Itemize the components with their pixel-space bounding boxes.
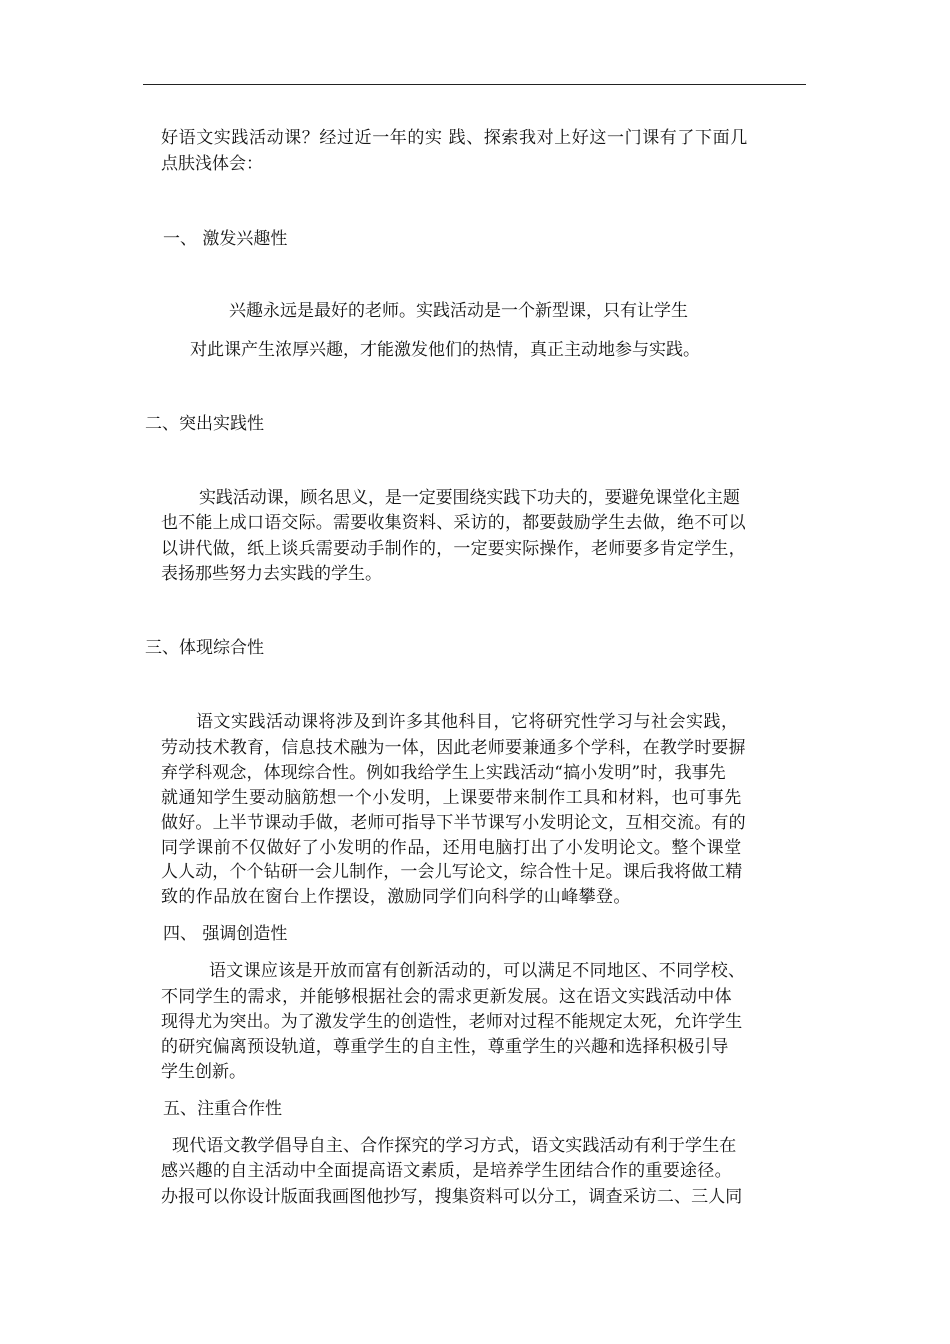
section-3-line-7: 人人动，个个钻研一会儿制作，一会儿写论文，综合性十足。课后我将做工精 <box>161 862 743 882</box>
section-3-line-4: 就通知学生要动脑筋想一个小发明，上课要带来制作工具和材料，也可事先 <box>161 788 742 808</box>
section-4-line-5: 学生创新。 <box>161 1062 246 1082</box>
section-2-line-1: 实践活动课，顾名思义，是一定要围绕实践下功夫的，要避免课堂化主题 <box>199 488 740 508</box>
section-5-line-3: 办报可以你设计版面我画图他抄写，搜集资料可以分工，调查采访二、三人同 <box>161 1187 743 1207</box>
section-heading-4: 四、 强调创造性 <box>163 924 288 944</box>
section-4-line-3: 现得尤为突出。为了激发学生的创造性，老师对过程不能规定太死，允许学生 <box>161 1012 743 1032</box>
section-1-line-2: 对此课产生浓厚兴趣，才能激发他们的热情，真正主动地参与实践。 <box>190 340 700 360</box>
header-rule <box>143 84 806 85</box>
section-5-line-1: 现代语文教学倡导自主、合作探究的学习方式，语文实践活动有利于学生在 <box>172 1136 737 1156</box>
section-3-line-5: 做好。上半节课动手做，老师可指导下半节课写小发明论文，互相交流。有的 <box>161 813 746 833</box>
section-heading-2: 二、突出实践性 <box>145 414 264 434</box>
intro-line-1: 好语文实践活动课？经过近一年的实 践、探索我对上好这一门课有了下面几 <box>161 128 748 148</box>
section-3-line-8: 致的作品放在窗台上作摆设，激励同学们向科学的山峰攀登。 <box>161 887 631 907</box>
section-heading-5: 五、注重合作性 <box>163 1099 282 1119</box>
section-heading-3: 三、体现综合性 <box>145 638 264 658</box>
section-4-line-2: 不同学生的需求，并能够根据社会的需求更新发展。这在语文实践活动中体 <box>161 987 732 1007</box>
section-4-line-1: 语文课应该是开放而富有创新活动的，可以满足不同地区、不同学校、 <box>209 961 746 981</box>
section-5-line-2: 感兴趣的自主活动中全面提高语文素质，是培养学生团结合作的重要途径。 <box>161 1161 732 1181</box>
section-3-line-3: 弃学科观念，体现综合性。例如我给学生上实践活动“搞小发明”时，我事先 <box>161 763 726 783</box>
section-3-line-6: 同学课前不仅做好了小发明的作品，还用电脑打出了小发明论文。整个课堂 <box>161 838 742 858</box>
intro-line-2: 点肤浅体会： <box>161 154 263 174</box>
section-4-line-4: 的研究偏离预设轨道，尊重学生的自主性，尊重学生的兴趣和选择积极引导 <box>161 1037 729 1057</box>
section-2-line-3: 以讲代做，纸上谈兵需要动手制作的，一定要实际操作，老师要多肯定学生， <box>161 539 746 559</box>
section-3-line-1: 语文实践活动课将涉及到许多其他科目，它将研究性学习与社会实践， <box>196 712 739 732</box>
section-2-line-2: 也不能上成口语交际。需要收集资料、采访的，都要鼓励学生去做，绝不可以 <box>161 513 746 533</box>
section-heading-1: 一、 激发兴趣性 <box>163 229 288 249</box>
section-3-line-2: 劳动技术教育，信息技术融为一体，因此老师要兼通多个学科，在教学时要摒 <box>161 738 746 758</box>
section-2-line-4: 表扬那些努力去实践的学生。 <box>161 564 382 584</box>
section-1-line-1: 兴趣永远是最好的老师。实践活动是一个新型课，只有让学生 <box>229 301 688 321</box>
